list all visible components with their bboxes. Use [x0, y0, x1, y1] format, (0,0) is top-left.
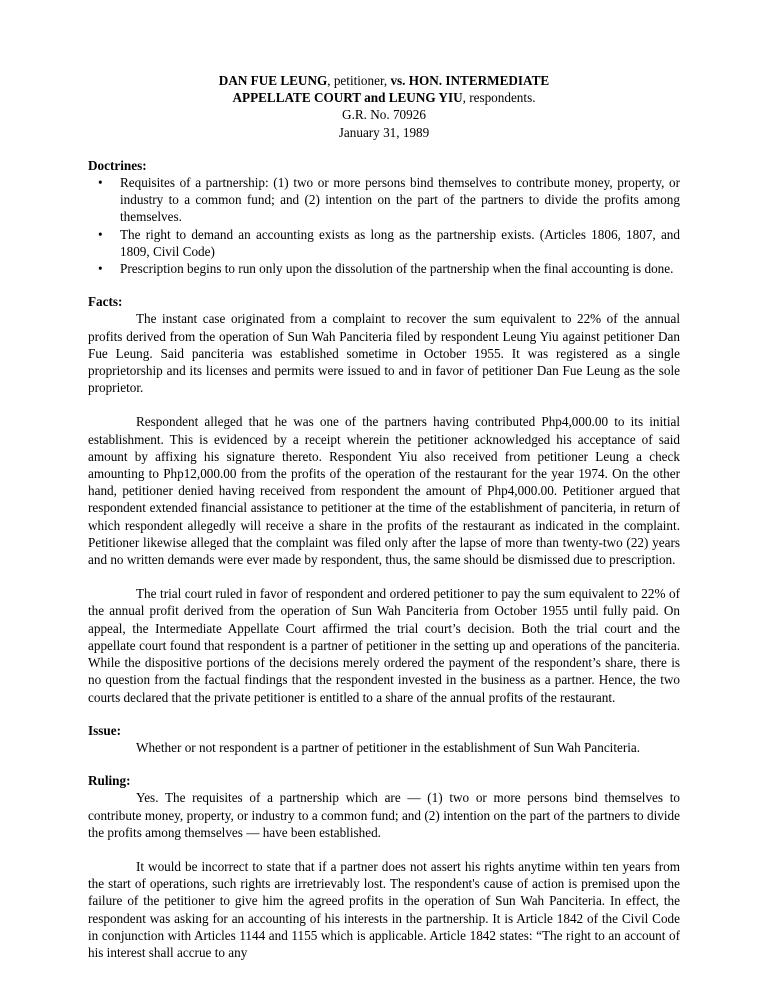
gr-number: G.R. No. 70926	[342, 107, 426, 123]
facts-paragraph: The trial court ruled in favor of respondent and ordered petitioner to pay the sum equivalent to 22% of the annual profit derived from the operation of Sun Wah Panciteria from October 1955 until fully paid. On appeal, the Intermediate Appellate Court affirmed the trial court’s decision. Both the trial court and the appellate court found that respondent is a partner of petitioner in the setting up and operations of the panciteria. While the dispositive portions of the decisions merely ordered the payment of the respondent’s share, there is no question from the factual findings that the respondent invested in the business as a partner. Hence, the two courts declared that the private petitioner is entitled to a share of the annual profits of the restaurant.	[88, 586, 680, 705]
facts-paragraph: Respondent alleged that he was one of the partners having contributed Php4,000.00 to its initial establishment. This is evidenced by a receipt wherein the petitioner acknowledged his acceptance of said amount by affixing his signature thereto. Respondent Yiu also received from petitioner Leung a check amounting to Php12,000.00 from the profits of the operation of the restaurant for the year 1974. On the other hand, petitioner denied having received from respondent the amount of Php4,000.00. Petitioner argued that respondent extended financial assistance to petitioner at the time of the establishment of panciteria, in return of which respondent allegedly will receive a share in the profits of the restaurant as indicated in the complaint. Petitioner likewise alleged that the complaint was filed only after the lapse of more than twenty-two (22) years and no written demands were ever made by respondent, thus, the same should be dismissed due to prescription.	[88, 414, 680, 568]
case-title-line-2	[88, 89, 680, 106]
doctrines-heading: Doctrines:	[88, 157, 147, 173]
facts-section	[88, 293, 680, 705]
ruling-paragraph: Yes. The requisites of a partnership which are — (1) two or more persons bind themselves to contribute money, property, or industry to a common fund; and (2) intention on the part of the partners to divide the profits among themselves — have been established.	[88, 790, 680, 840]
issue-heading: Issue:	[88, 722, 121, 738]
ruling-heading: Ruling:	[88, 773, 131, 789]
case-title-line-1	[88, 72, 680, 89]
issue-paragraph: Whether or not respondent is a partner of petitioner in the establishment of Sun Wah Panciteria.	[136, 739, 641, 755]
decision-date: January 31, 1989	[338, 124, 430, 140]
respondents-names: APPELLATE COURT and LEUNG YIU	[232, 90, 463, 106]
facts-heading: Facts:	[88, 294, 123, 310]
doctrines-list	[88, 174, 680, 277]
petitioner-name: DAN FUE LEUNG	[218, 73, 328, 88]
respondents-role: , respondents.	[462, 90, 536, 106]
ruling-section	[88, 772, 680, 961]
petitioner-role: , petitioner,	[327, 73, 391, 88]
facts-paragraph: The instant case originated from a complaint to recover the sum equivalent to 22% of the annual profits derived from the operation of Sun Wah Panciteria filed by respondent Leung Yiu against petitioner Dan Fue Leung. Said panciteria was established sometime in October 1955. It was registered as a single proprietorship and its licenses and permits were issued to and in favor of petitioner Dan Fue Leung as the sole proprietor.	[88, 311, 680, 396]
vs-text: vs. HON. INTERMEDIATE	[390, 73, 550, 88]
doctrine-item: • Requisites of a partnership: (1) two or more persons bind themselves to contribute money, property, or industry to a common fund; and (2) intention on the part of the partners to divide the profits among themselves.	[120, 174, 680, 226]
case-title	[88, 72, 680, 141]
doctrines-section	[88, 157, 680, 277]
ruling-paragraph: It would be incorrect to state that if a partner does not assert his rights anytime within ten years from the start of operations, such rights are irretrievably lost. The respondent's cause of action is premised upon the failure of the petitioner to give him the agreed profits in the operation of Sun Wah Panciteria. In effect, the respondent was asking for an accounting of his interests in the partnership. It is Article 1842 of the Civil Code in conjunction with Articles 1144 and 1155 which is applicable. Article 1842 states: “The right to an account of his interest shall accrue to any	[88, 858, 680, 960]
doctrine-item: • Prescription begins to run only upon the dissolution of the partnership when the final accounting is done.	[120, 260, 680, 277]
doctrine-item: • The right to demand an accounting exists as long as the partnership exists. (Articles 1806, 1807, and 1809, Civil Code)	[120, 226, 680, 260]
document-page	[88, 72, 680, 977]
issue-section	[88, 722, 680, 756]
